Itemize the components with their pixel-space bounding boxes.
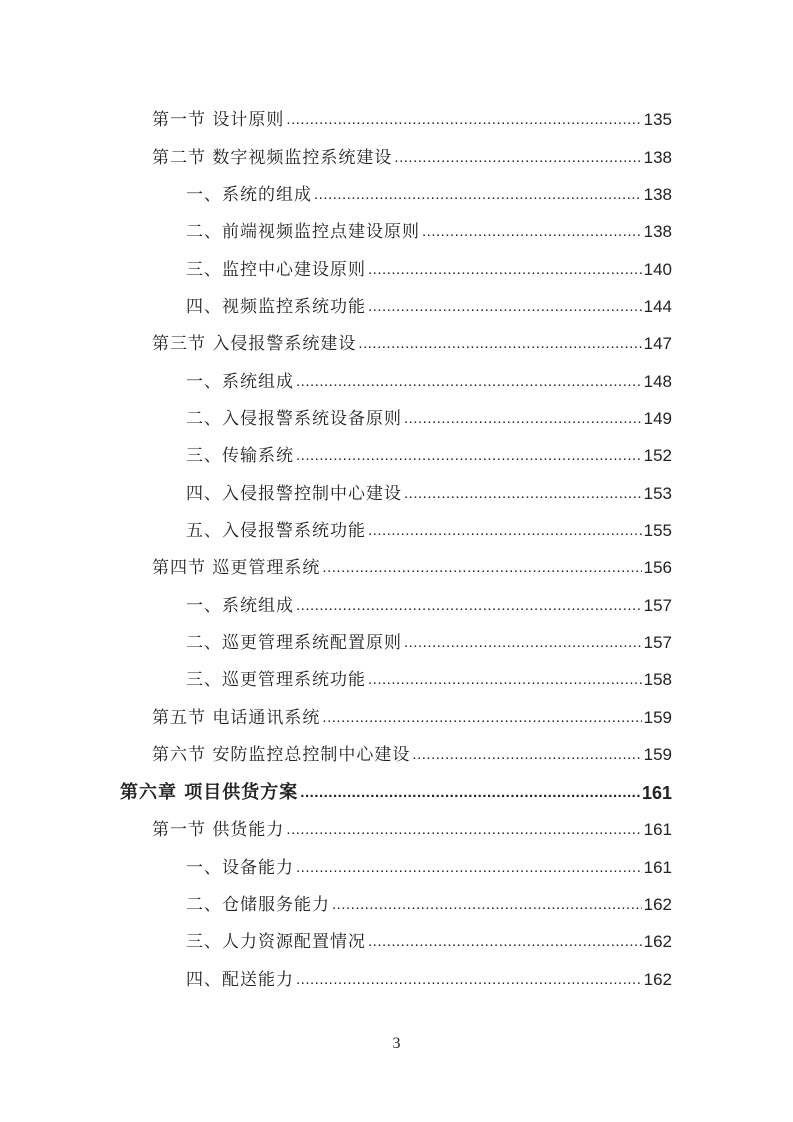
toc-entry[interactable]: [152, 145, 672, 169]
toc-entry-label: 二、前端视频监控点建设原则: [186, 222, 420, 242]
toc-entry[interactable]: [186, 667, 672, 691]
toc-entry-page: 157: [643, 633, 672, 652]
toc-entry-label: 四、配送能力: [186, 970, 294, 990]
dot-leader: [286, 819, 641, 841]
dot-leader: [368, 520, 642, 542]
toc-entry[interactable]: [186, 257, 672, 281]
toc-entry-page: 159: [643, 708, 672, 727]
dot-leader: [286, 109, 641, 131]
dot-leader: [412, 744, 641, 766]
toc-entry[interactable]: [186, 219, 672, 243]
toc-entry-label: 第四节 巡更管理系统: [152, 558, 321, 578]
toc-entry-page: 162: [643, 970, 672, 989]
toc-entry[interactable]: [152, 107, 672, 131]
dot-leader: [368, 931, 642, 953]
toc-entry-page: 155: [643, 521, 672, 540]
toc-entry[interactable]: [152, 331, 672, 355]
dot-leader: [322, 557, 641, 579]
toc-entry[interactable]: [186, 892, 672, 916]
toc-entry-label: 第六节 安防监控总控制中心建设: [152, 745, 411, 765]
toc-entry-label: 二、巡更管理系统配置原则: [186, 633, 402, 653]
toc-entry-label: 四、视频监控系统功能: [186, 297, 366, 317]
toc-entry-page: 149: [643, 409, 672, 428]
toc-entry-label: 二、仓储服务能力: [186, 895, 330, 915]
toc-entry-page: 162: [643, 932, 672, 951]
dot-leader: [296, 857, 642, 879]
toc-entry-label: 一、系统的组成: [186, 185, 312, 205]
toc-chapter-entry[interactable]: [120, 780, 672, 804]
toc-entry-page: 148: [643, 372, 672, 391]
toc-entry[interactable]: [152, 555, 672, 579]
toc-entry-page: 159: [643, 745, 672, 764]
toc-entry[interactable]: [186, 630, 672, 654]
toc-entry-label: 第一节 供货能力: [152, 820, 285, 840]
dot-leader: [322, 707, 641, 729]
toc-entry-page: 161: [641, 783, 672, 803]
toc-entry-page: 138: [643, 222, 672, 241]
toc-entry[interactable]: [152, 705, 672, 729]
toc-entry[interactable]: [152, 742, 672, 766]
dot-leader: [404, 632, 642, 654]
dot-leader: [296, 595, 642, 617]
toc-entry[interactable]: [186, 443, 672, 467]
dot-leader: [404, 483, 642, 505]
toc-entry-label: 一、系统组成: [186, 596, 294, 616]
toc-entry-label: 第二节 数字视频监控系统建设: [152, 148, 393, 168]
dot-leader: [296, 445, 642, 467]
toc-entry[interactable]: [186, 855, 672, 879]
dot-leader: [404, 408, 642, 430]
dot-leader: [368, 259, 642, 281]
toc-entry-page: 138: [643, 148, 672, 167]
toc-entry-label: 四、入侵报警控制中心建设: [186, 484, 402, 504]
toc-entry-page: 135: [643, 110, 672, 129]
toc-entry[interactable]: [186, 294, 672, 318]
dot-leader: [296, 371, 642, 393]
page-number: 3: [392, 1035, 401, 1052]
toc-entry-label: 一、设备能力: [186, 858, 294, 878]
dot-leader: [358, 333, 641, 355]
dot-leader: [368, 296, 642, 318]
toc-entry-page: 144: [643, 297, 672, 316]
toc-entry[interactable]: [186, 406, 672, 430]
toc-entry-page: 153: [643, 484, 672, 503]
dot-leader: [368, 669, 642, 691]
toc-entry-label: 一、系统组成: [186, 372, 294, 392]
toc-entry-label: 二、入侵报警系统设备原则: [186, 409, 402, 429]
toc-entry-page: 147: [643, 334, 672, 353]
dot-leader: [314, 184, 642, 206]
toc-entry[interactable]: [186, 593, 672, 617]
toc-entry[interactable]: [186, 369, 672, 393]
toc-entry-label: 三、传输系统: [186, 446, 294, 466]
toc-entry[interactable]: [186, 929, 672, 953]
toc-entry-label: 第六章 项目供货方案: [120, 782, 299, 803]
toc-entry-label: 五、入侵报警系统功能: [186, 521, 366, 541]
dot-leader: [332, 894, 642, 916]
toc-entry[interactable]: [186, 182, 672, 206]
toc-entry[interactable]: [186, 481, 672, 505]
toc-entry[interactable]: [186, 518, 672, 542]
toc-entry[interactable]: [152, 817, 672, 841]
toc-entry-label: 三、人力资源配置情况: [186, 932, 366, 952]
toc-entry-page: 140: [643, 260, 672, 279]
dot-leader: [296, 969, 642, 991]
toc-entry-page: 156: [643, 558, 672, 577]
toc-entry-page: 162: [643, 895, 672, 914]
toc-entry-page: 161: [643, 858, 672, 877]
toc-entry-label: 三、监控中心建设原则: [186, 260, 366, 280]
toc-entry-label: 三、巡更管理系统功能: [186, 670, 366, 690]
toc-entry-page: 161: [643, 820, 672, 839]
toc-entry-label: 第三节 入侵报警系统建设: [152, 334, 357, 354]
toc-entry[interactable]: [186, 967, 672, 991]
dot-leader: [300, 782, 640, 804]
toc-entry-page: 138: [643, 185, 672, 204]
dot-leader: [394, 147, 641, 169]
dot-leader: [422, 221, 642, 243]
toc-entry-label: 第一节 设计原则: [152, 110, 285, 130]
toc-entry-page: 158: [643, 670, 672, 689]
toc-entry-label: 第五节 电话通讯系统: [152, 708, 321, 728]
toc-entry-page: 157: [643, 596, 672, 615]
toc-entry-page: 152: [643, 446, 672, 465]
